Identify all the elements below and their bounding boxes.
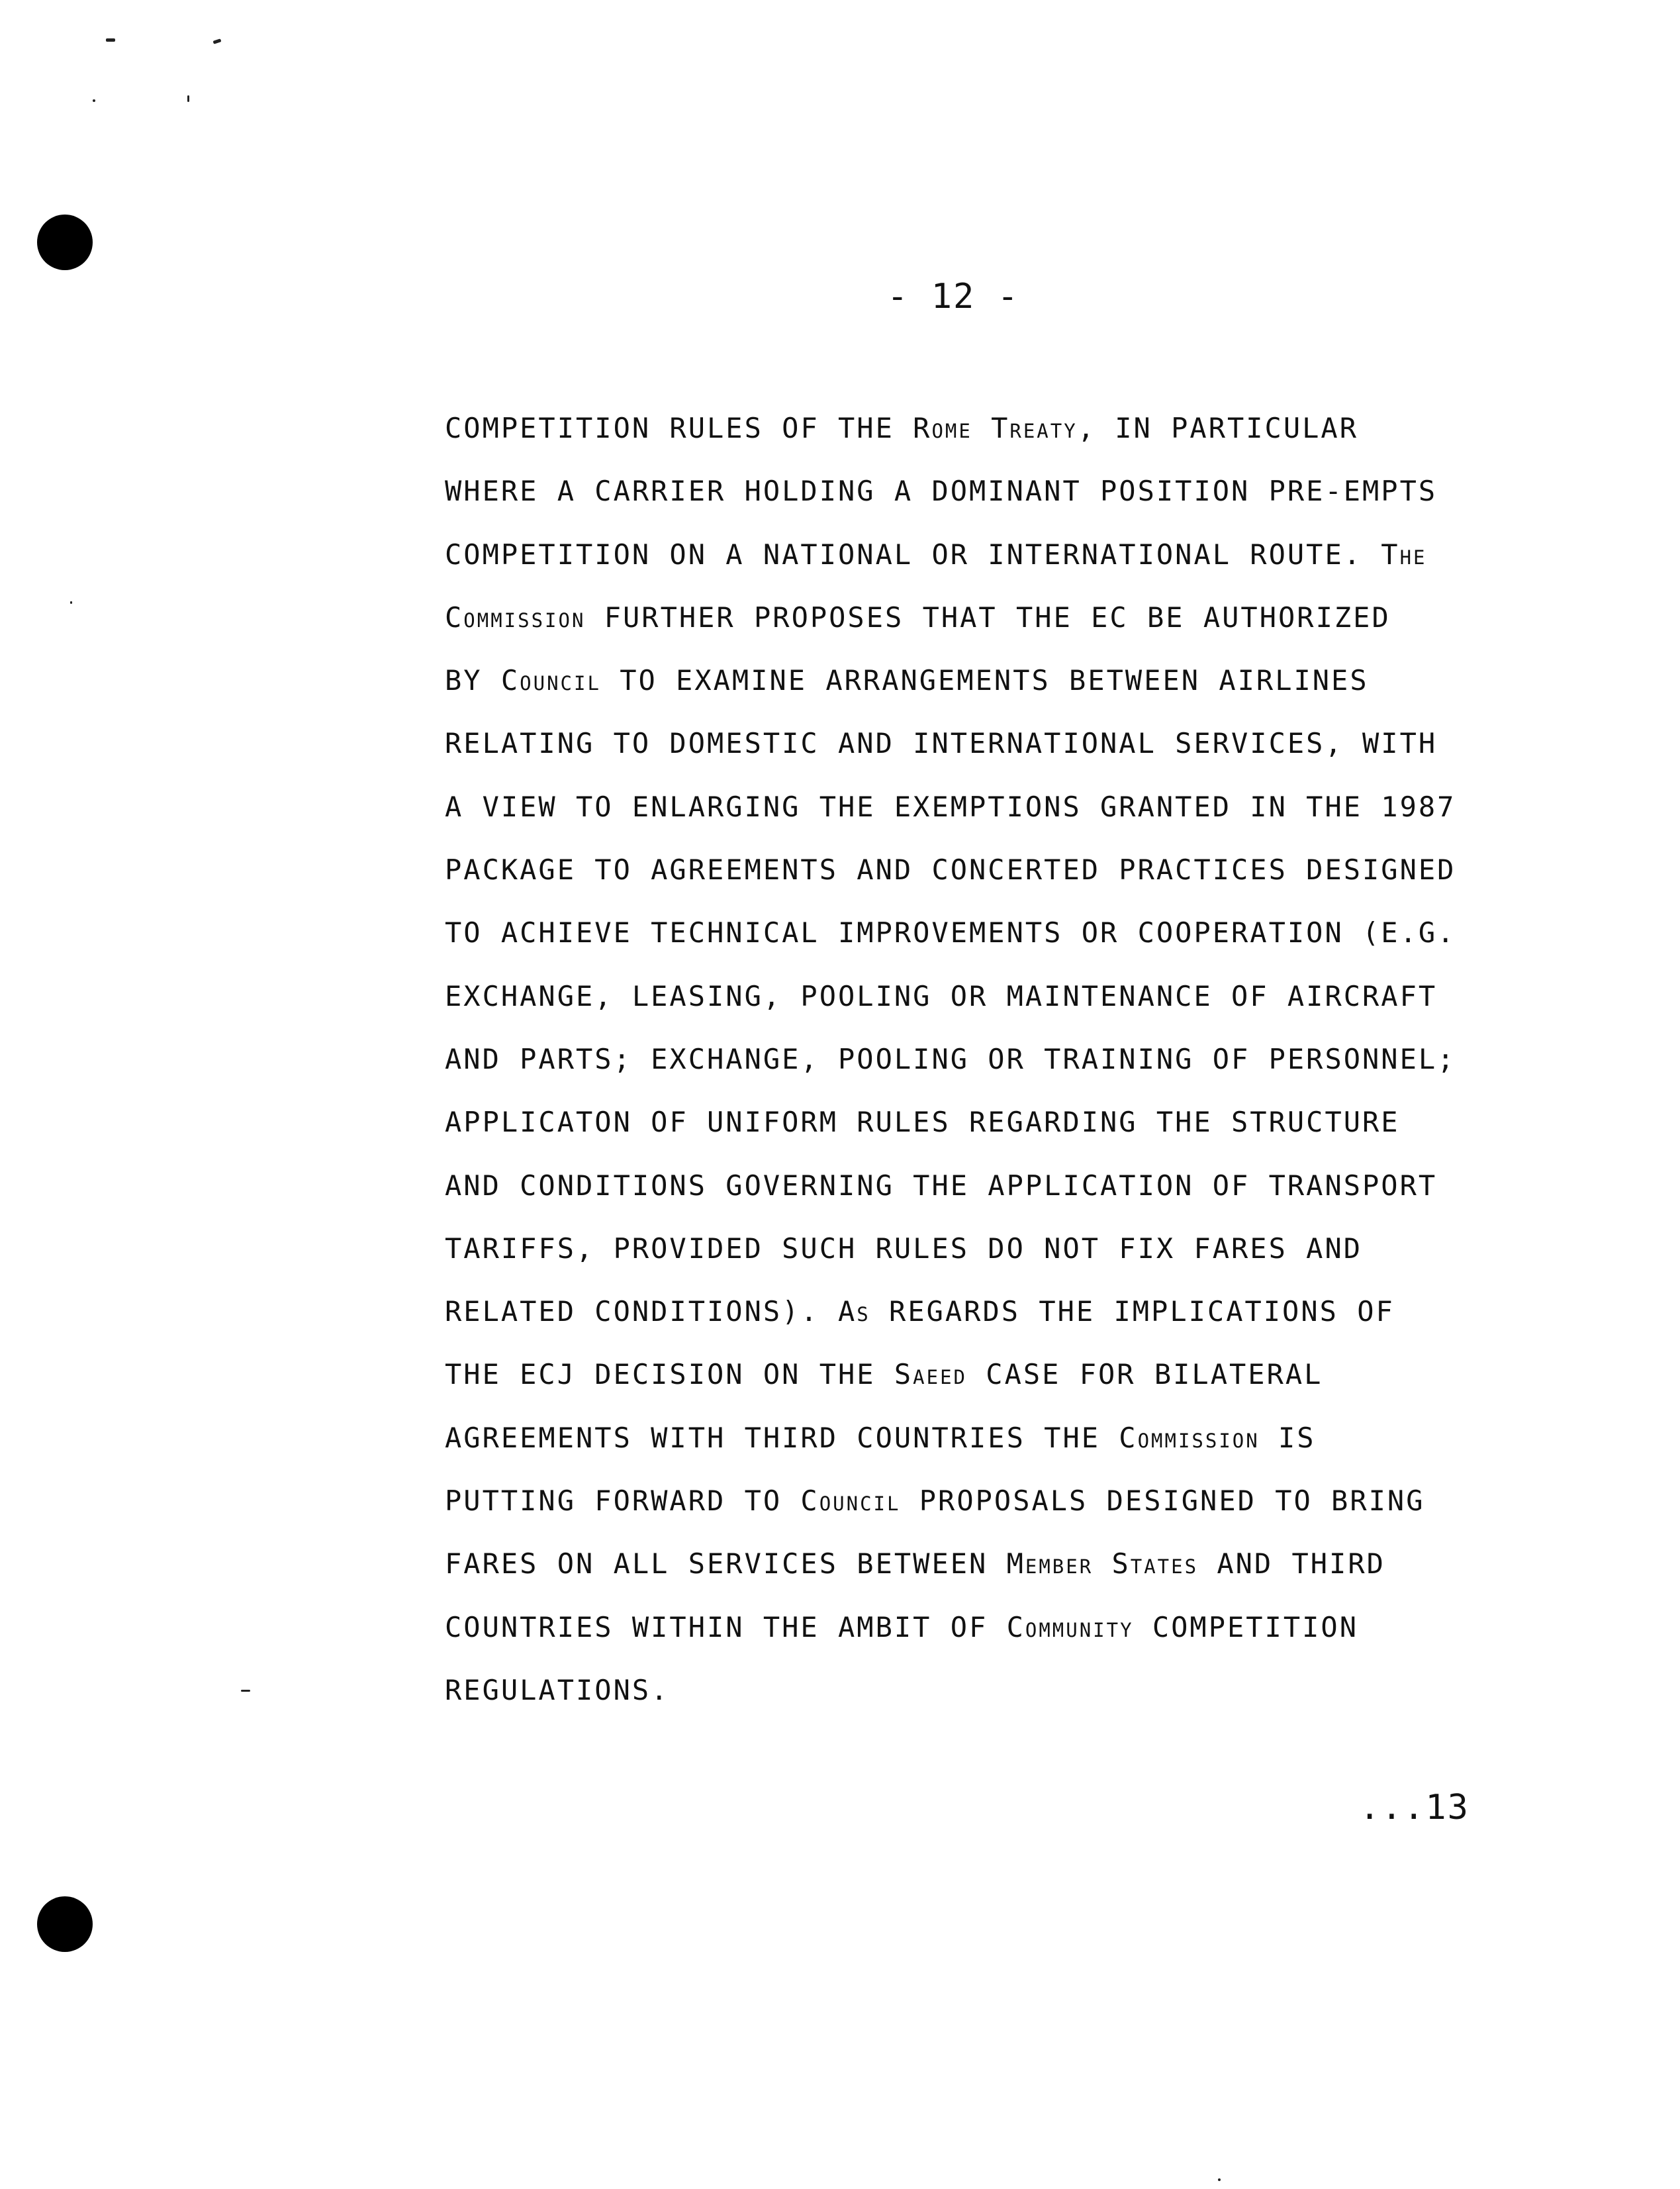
body-line: WHERE A CARRIER HOLDING A DOMINANT POSITION PRE-EMPTS	[445, 475, 1438, 508]
body-line: PACKAGE TO AGREEMENTS AND CONCERTED PRACTICES DESIGNED	[445, 853, 1456, 887]
body-line: COUNTRIES WITHIN THE AMBIT OF Community COMPETITION	[445, 1610, 1358, 1643]
body-line: Commission FURTHER PROPOSES THAT THE EC BE AUTHORIZED	[445, 601, 1391, 634]
body-line: APPLICATON OF UNIFORM RULES REGARDING THE STRUCTURE	[445, 1106, 1400, 1139]
body-line: RELATED CONDITIONS). As REGARDS THE IMPLICATIONS OF	[445, 1295, 1395, 1328]
scan-mark	[241, 1690, 250, 1692]
page-number: - 12 -	[887, 277, 1019, 316]
body-line: AND PARTS; EXCHANGE, POOLING OR TRAINING OF PERSONNEL;	[445, 1042, 1456, 1075]
scan-mark	[213, 38, 222, 44]
body-paragraph	[445, 405, 1477, 1730]
body-line: EXCHANGE, LEASING, POOLING OR MAINTENANCE OF AIRCRAFT	[445, 979, 1438, 1012]
body-line: TO ACHIEVE TECHNICAL IMPROVEMENTS OR COOPERATION (E.G.	[445, 916, 1456, 949]
scan-mark	[106, 38, 115, 42]
body-line: RELATING TO DOMESTIC AND INTERNATIONAL SERVICES, WITH	[445, 727, 1438, 760]
body-line: TARIFFS, PROVIDED SUCH RULES DO NOT FIX FARES AND	[445, 1232, 1363, 1265]
scan-mark	[70, 601, 72, 604]
body-line: BY Council TO EXAMINE ARRANGEMENTS BETWEEN AIRLINES	[445, 664, 1369, 697]
scan-mark	[187, 95, 189, 102]
body-line: THE ECJ DECISION ON THE Saeed CASE FOR BILATERAL	[445, 1358, 1323, 1391]
continuation-marker: ...13	[1359, 1788, 1470, 1827]
scan-mark	[1218, 2178, 1221, 2181]
body-line: FARES ON ALL SERVICES BETWEEN Member States AND THIRD	[445, 1547, 1385, 1581]
scan-mark	[93, 99, 95, 102]
body-line: AND CONDITIONS GOVERNING THE APPLICATION OF TRANSPORT	[445, 1169, 1438, 1202]
body-line: AGREEMENTS WITH THIRD COUNTRIES THE Commission IS	[445, 1421, 1316, 1454]
body-line: COMPETITION ON A NATIONAL OR INTERNATIONAL ROUTE. The	[445, 538, 1427, 571]
punch-hole-top	[37, 215, 93, 270]
body-line: PUTTING FORWARD TO Council PROPOSALS DESIGNED TO BRING	[445, 1484, 1425, 1518]
body-line: REGULATIONS.	[445, 1673, 670, 1706]
body-line: A VIEW TO ENLARGING THE EXEMPTIONS GRANTED IN THE 1987	[445, 790, 1456, 823]
punch-hole-bottom	[37, 1896, 93, 1952]
body-line: COMPETITION RULES OF THE Rome Treaty, IN PARTICULAR	[445, 412, 1358, 444]
